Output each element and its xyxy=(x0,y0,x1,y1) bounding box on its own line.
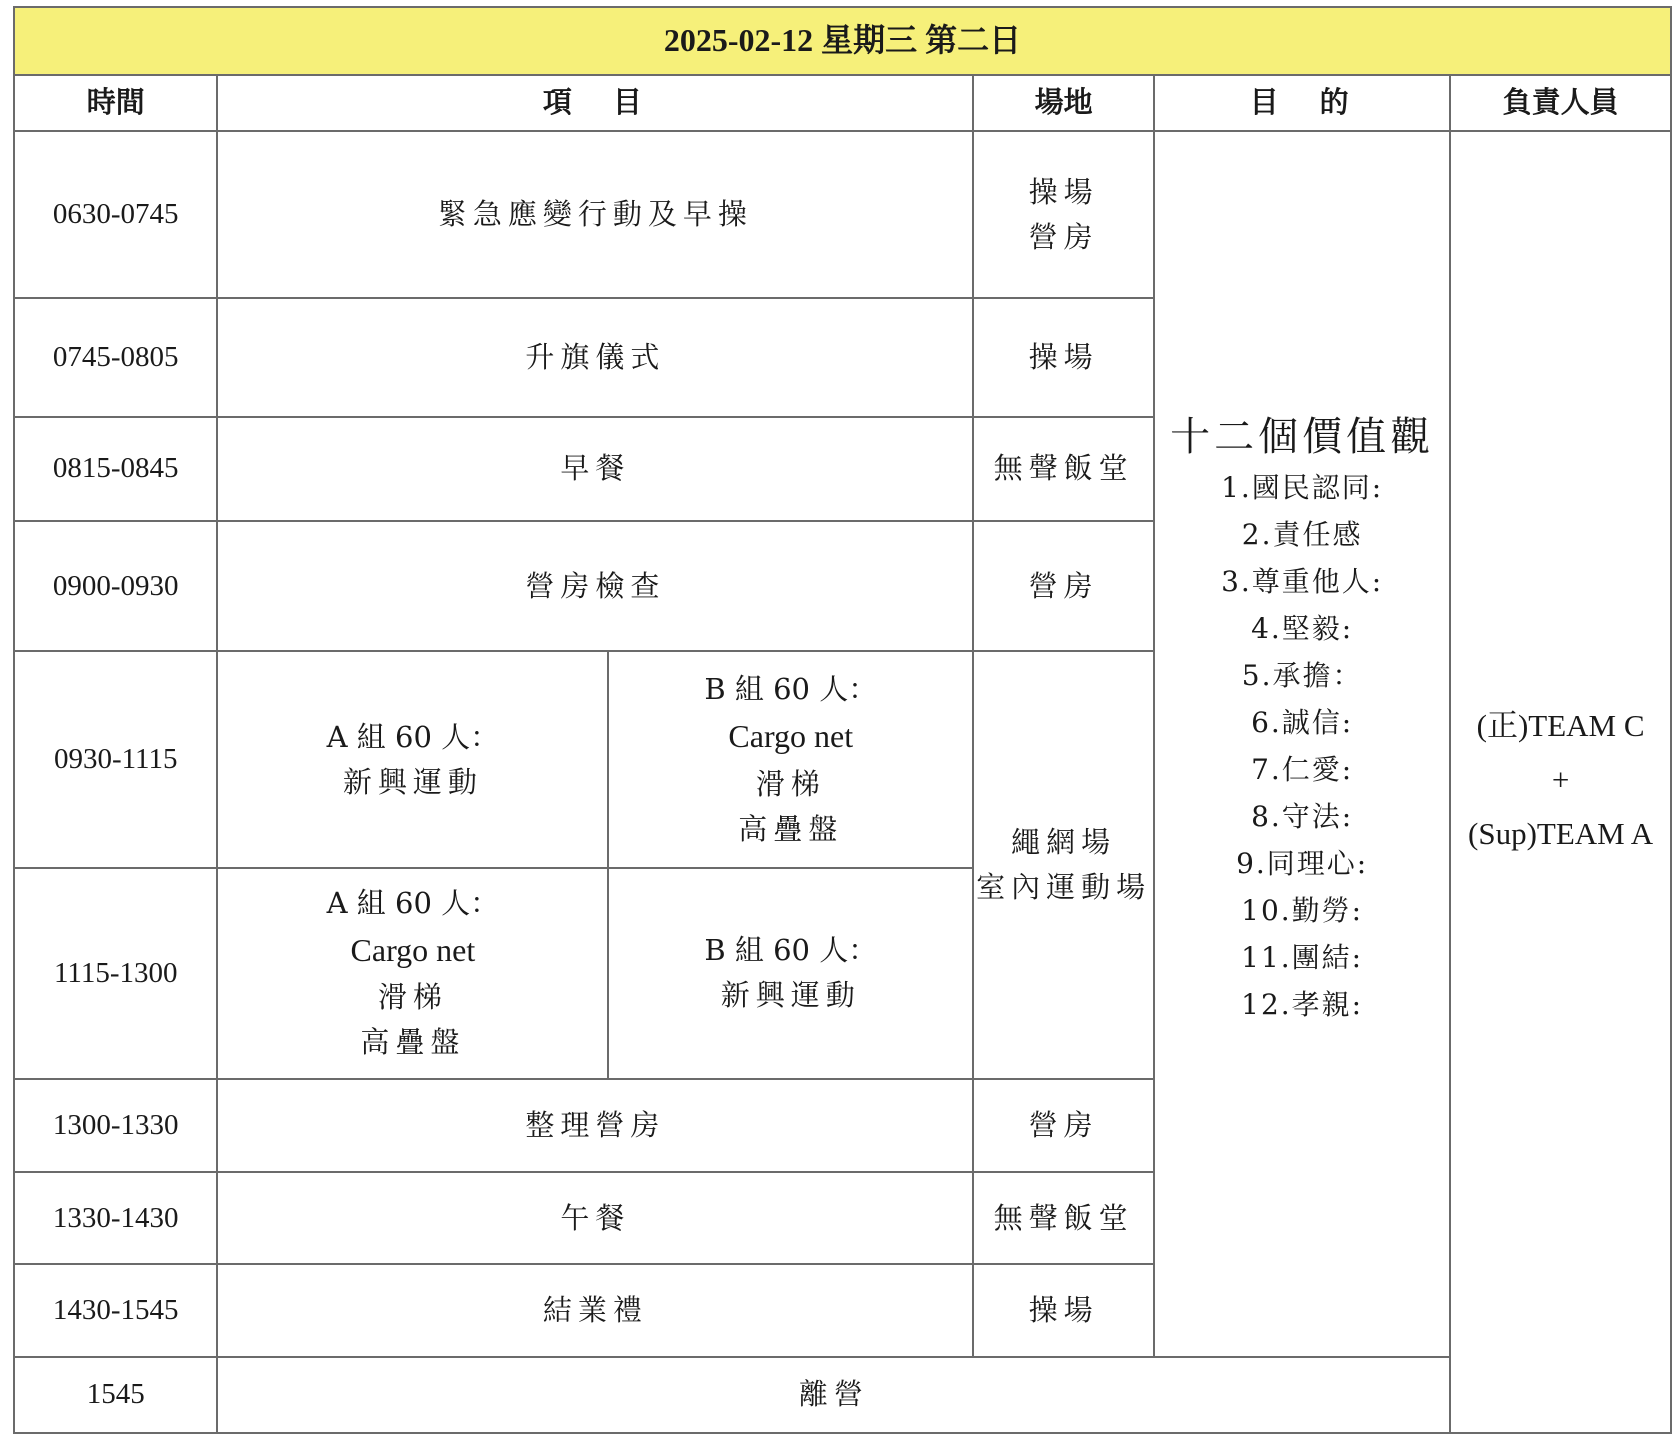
row-venue: 操場 xyxy=(973,298,1154,417)
schedule-title: 2025-02-12 星期三 第二日 xyxy=(14,7,1671,75)
row-time: 0745-0805 xyxy=(14,298,217,417)
staff-line: (正)TEAM C xyxy=(1476,707,1645,743)
group-line: 滑梯 xyxy=(755,766,826,801)
row-item: 緊急應變行動及早操 xyxy=(217,131,973,298)
value-item: 2.責任感 xyxy=(1241,517,1363,551)
group-a-cell xyxy=(217,868,608,1079)
row-item: 離營 xyxy=(217,1357,1450,1433)
group-heading: B 組 60 人： xyxy=(704,933,878,968)
value-item: 3.尊重他人: xyxy=(1221,564,1384,598)
row-time: 1430-1545 xyxy=(14,1264,217,1356)
group-a-cell xyxy=(217,651,608,867)
row-time: 0900-0930 xyxy=(14,521,217,652)
row-time: 1300-1330 xyxy=(14,1079,217,1172)
group-heading: A 組 60 人： xyxy=(326,885,500,920)
group-line: 高疊盤 xyxy=(360,1025,466,1060)
group-line: Cargo net xyxy=(728,718,854,755)
group-line: 滑梯 xyxy=(377,980,448,1015)
values-title: 十二個價值觀 xyxy=(1170,413,1435,460)
row-item: 結業禮 xyxy=(217,1264,973,1356)
group-heading: A 組 60 人： xyxy=(326,719,500,754)
row-item: 早餐 xyxy=(217,417,973,521)
row-time: 1330-1430 xyxy=(14,1172,217,1264)
venue-line: 繩網場 xyxy=(1011,825,1117,860)
row-venue: 操場 xyxy=(973,1264,1154,1356)
venue-line: 營房 xyxy=(1028,219,1099,254)
value-item: 6.誠信: xyxy=(1251,705,1354,739)
shared-venue-cell xyxy=(973,651,1154,1078)
table-row xyxy=(14,131,1671,298)
row-time: 1545 xyxy=(14,1357,217,1433)
row-item: 營房檢查 xyxy=(217,521,973,652)
venue-line: 操場 xyxy=(1028,174,1099,209)
value-item: 8.守法: xyxy=(1251,800,1354,834)
group-line: 高疊盤 xyxy=(738,811,844,846)
row-venue xyxy=(973,131,1154,298)
value-item: 9.同理心: xyxy=(1236,847,1369,881)
value-item: 11.團結: xyxy=(1241,941,1364,975)
header-time: 時間 xyxy=(14,75,217,131)
header-item: 項 目 xyxy=(217,75,973,131)
group-b-cell xyxy=(608,868,973,1079)
value-item: 1.國民認同: xyxy=(1221,470,1384,504)
header-staff: 負責人員 xyxy=(1450,75,1671,131)
group-line: 新興運動 xyxy=(342,764,483,799)
group-line: 新興運動 xyxy=(720,978,861,1013)
venue-line: 室內運動場 xyxy=(976,870,1152,905)
header-venue: 場地 xyxy=(973,75,1154,131)
purpose-cell xyxy=(1154,131,1450,1357)
staff-line: (Sup)TEAM A xyxy=(1468,816,1654,852)
value-item: 10.勤勞: xyxy=(1241,894,1364,928)
row-time: 0630-0745 xyxy=(14,131,217,298)
staff-cell xyxy=(1450,131,1671,1433)
group-heading: B 組 60 人： xyxy=(704,672,878,707)
value-item: 12.孝親: xyxy=(1241,988,1364,1022)
group-b-cell xyxy=(608,651,973,867)
header-purpose: 目 的 xyxy=(1154,75,1450,131)
row-venue: 營房 xyxy=(973,1079,1154,1172)
value-item: 7.仁愛: xyxy=(1251,753,1354,786)
row-time: 0815-0845 xyxy=(14,417,217,521)
row-time: 0930-1115 xyxy=(14,651,217,867)
title-row xyxy=(14,7,1671,75)
row-venue: 營房 xyxy=(973,521,1154,652)
row-item: 升旗儀式 xyxy=(217,298,973,417)
row-venue: 無聲飯堂 xyxy=(973,1172,1154,1264)
value-item: 4.堅毅: xyxy=(1251,611,1354,645)
row-venue: 無聲飯堂 xyxy=(973,417,1154,521)
table-row xyxy=(14,1357,1671,1433)
group-line: Cargo net xyxy=(350,931,476,968)
value-item: 5.承擔： xyxy=(1241,658,1363,692)
staff-line: + xyxy=(1551,762,1570,798)
row-item: 整理營房 xyxy=(217,1079,973,1172)
row-time: 1115-1300 xyxy=(14,868,217,1079)
row-item: 午餐 xyxy=(217,1172,973,1264)
header-row xyxy=(14,75,1671,131)
schedule-table xyxy=(13,6,1672,1434)
